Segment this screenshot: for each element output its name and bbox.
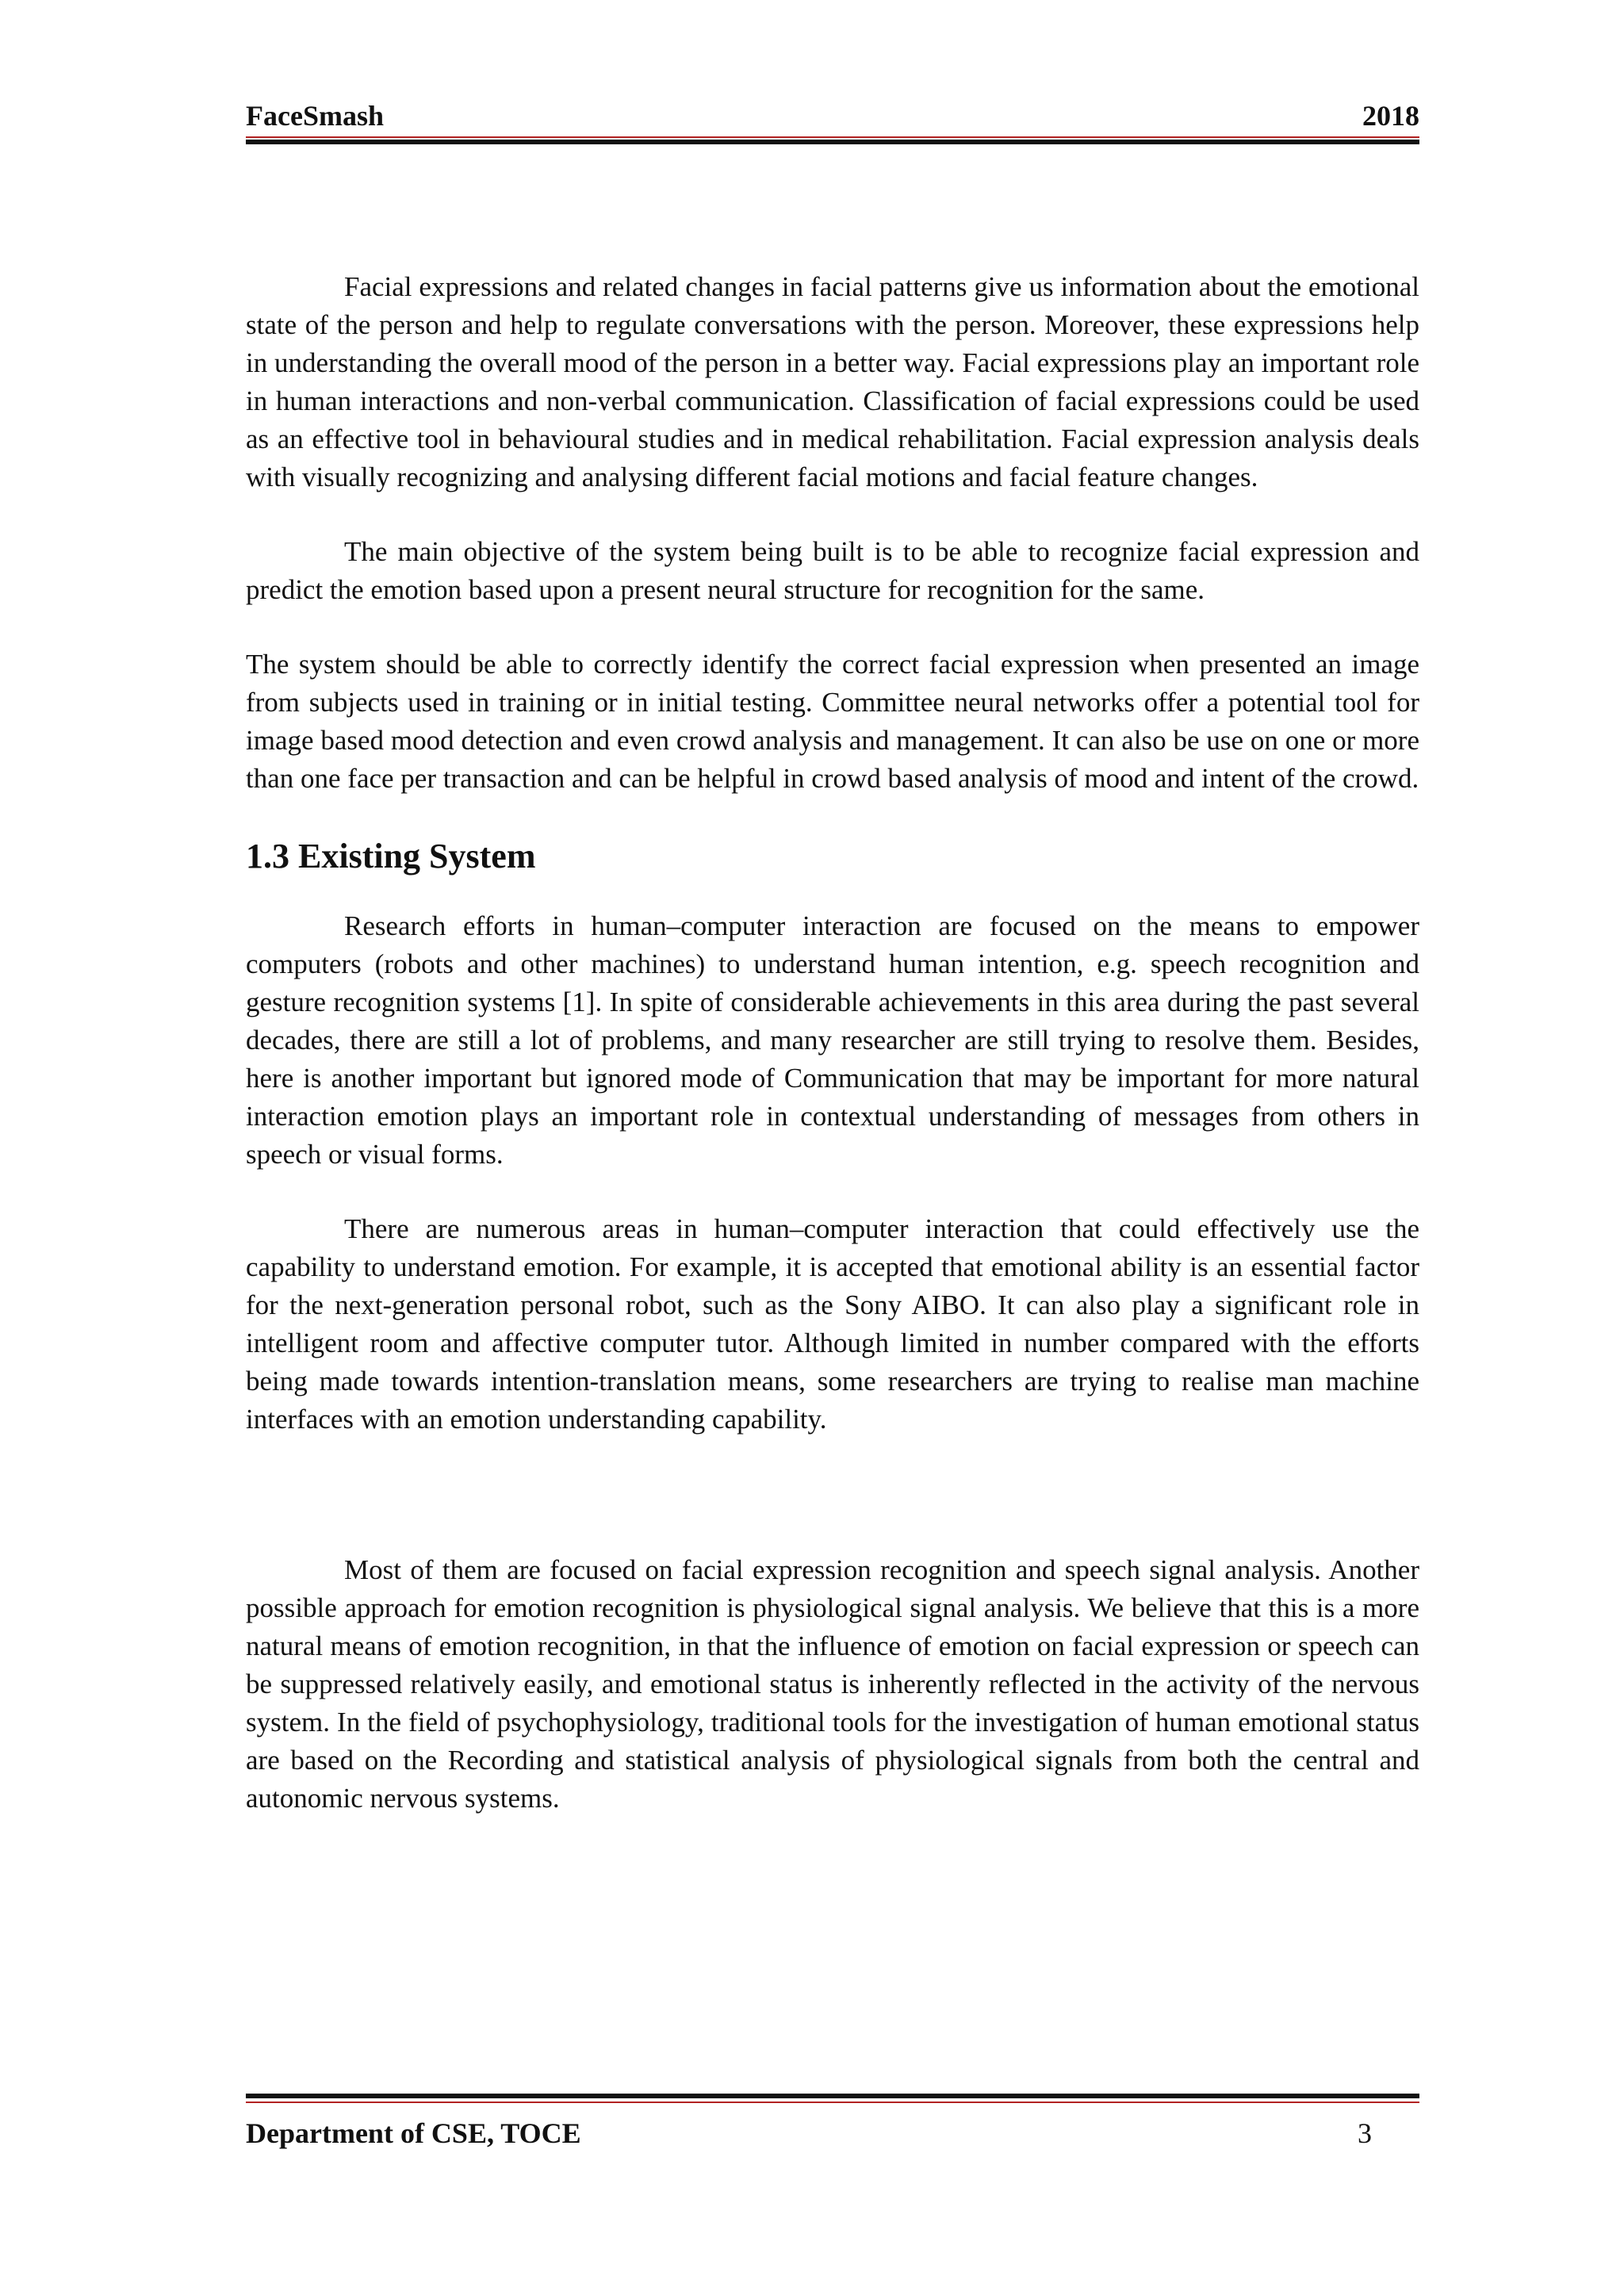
header-title: FaceSmash — [246, 100, 384, 132]
body-paragraph: The system should be able to correctly identify the correct facial expression when presented an image from subjects used in training or in initial testing. Committee neural networks offer a potential tool for image based mood detection and even crowd analysis and management. It can also be use on one or more than one face per transaction and can be helpful in crowd based analysis of mood and intent of the crowd. — [246, 649, 1419, 794]
page-body — [246, 268, 1419, 1854]
body-paragraph: Research efforts in human–computer interaction are focused on the means to empower computers (robots and other machines) to understand human intention, e.g. speech recognition and gesture recognition systems [1]. In spite of considerable achievements in this area during the past several decades, there are still a lot of problems, and many researcher are still trying to resolve them. Besides, here is another important but ignored mode of Communication that may be important for more natural interaction emotion plays an important role in contextual understanding of messages from others in speech or visual forms. — [246, 910, 1419, 1170]
header-rule-dark — [246, 140, 1419, 144]
body-paragraph: There are numerous areas in human–computer interaction that could effectively use the capability to understand emotion. For example, it is accepted that emotional ability is an essential factor for the next-generation personal robot, such as the Sony AIBO. It can also play a significant role in intelligent room and affective computer tutor. Although limited in number compared with the efforts being made towards intention-translation means, some researchers are trying to realise man machine interfaces with an emotion understanding capability. — [246, 1213, 1419, 1435]
vertical-spacer — [246, 1475, 1419, 1551]
body-paragraph: Most of them are focused on facial expression recognition and speech signal analysis. Another possible approach for emotion recognition is physiological signal analysis. We believe that this is a more natural means of emotion recognition, in that the influence of emotion on facial expression or speech can be suppressed relatively easily, and emotional status is inherently reflected in the activity of the nervous system. In the field of psychophysiology, traditional tools for the investigation of human emotional status are based on the Recording and statistical analysis of physiological signals from both the central and autonomic nervous systems. — [246, 1554, 1419, 1814]
header-year: 2018 — [1362, 100, 1419, 132]
footer-department: Department of CSE, TOCE — [246, 2117, 581, 2149]
header-rule-accent — [246, 136, 1419, 138]
page-number: 3 — [1358, 2117, 1372, 2149]
body-paragraph: Facial expressions and related changes in facial patterns give us information about the emotional state of the person and help to regulate conversations with the person. Moreover, these expressions help in understanding the overall mood of the person in a better way. Facial expressions play an important role in human interactions and non-verbal communication. Classification of facial expressions could be used as an effective tool in behavioural studies and in medical rehabilitation. Facial expression analysis deals with visually recognizing and analysing different facial motions and facial feature changes. — [246, 271, 1419, 492]
page-header — [246, 95, 1419, 136]
page-footer — [246, 2113, 1372, 2154]
body-paragraph: The main objective of the system being built is to be able to recognize facial expression and predict the emotion based upon a present neural structure for recognition for the same. — [246, 536, 1419, 605]
footer-rule-dark — [246, 2094, 1419, 2098]
section-heading: 1.3 Existing System — [246, 837, 536, 875]
footer-rule-accent — [246, 2102, 1419, 2103]
